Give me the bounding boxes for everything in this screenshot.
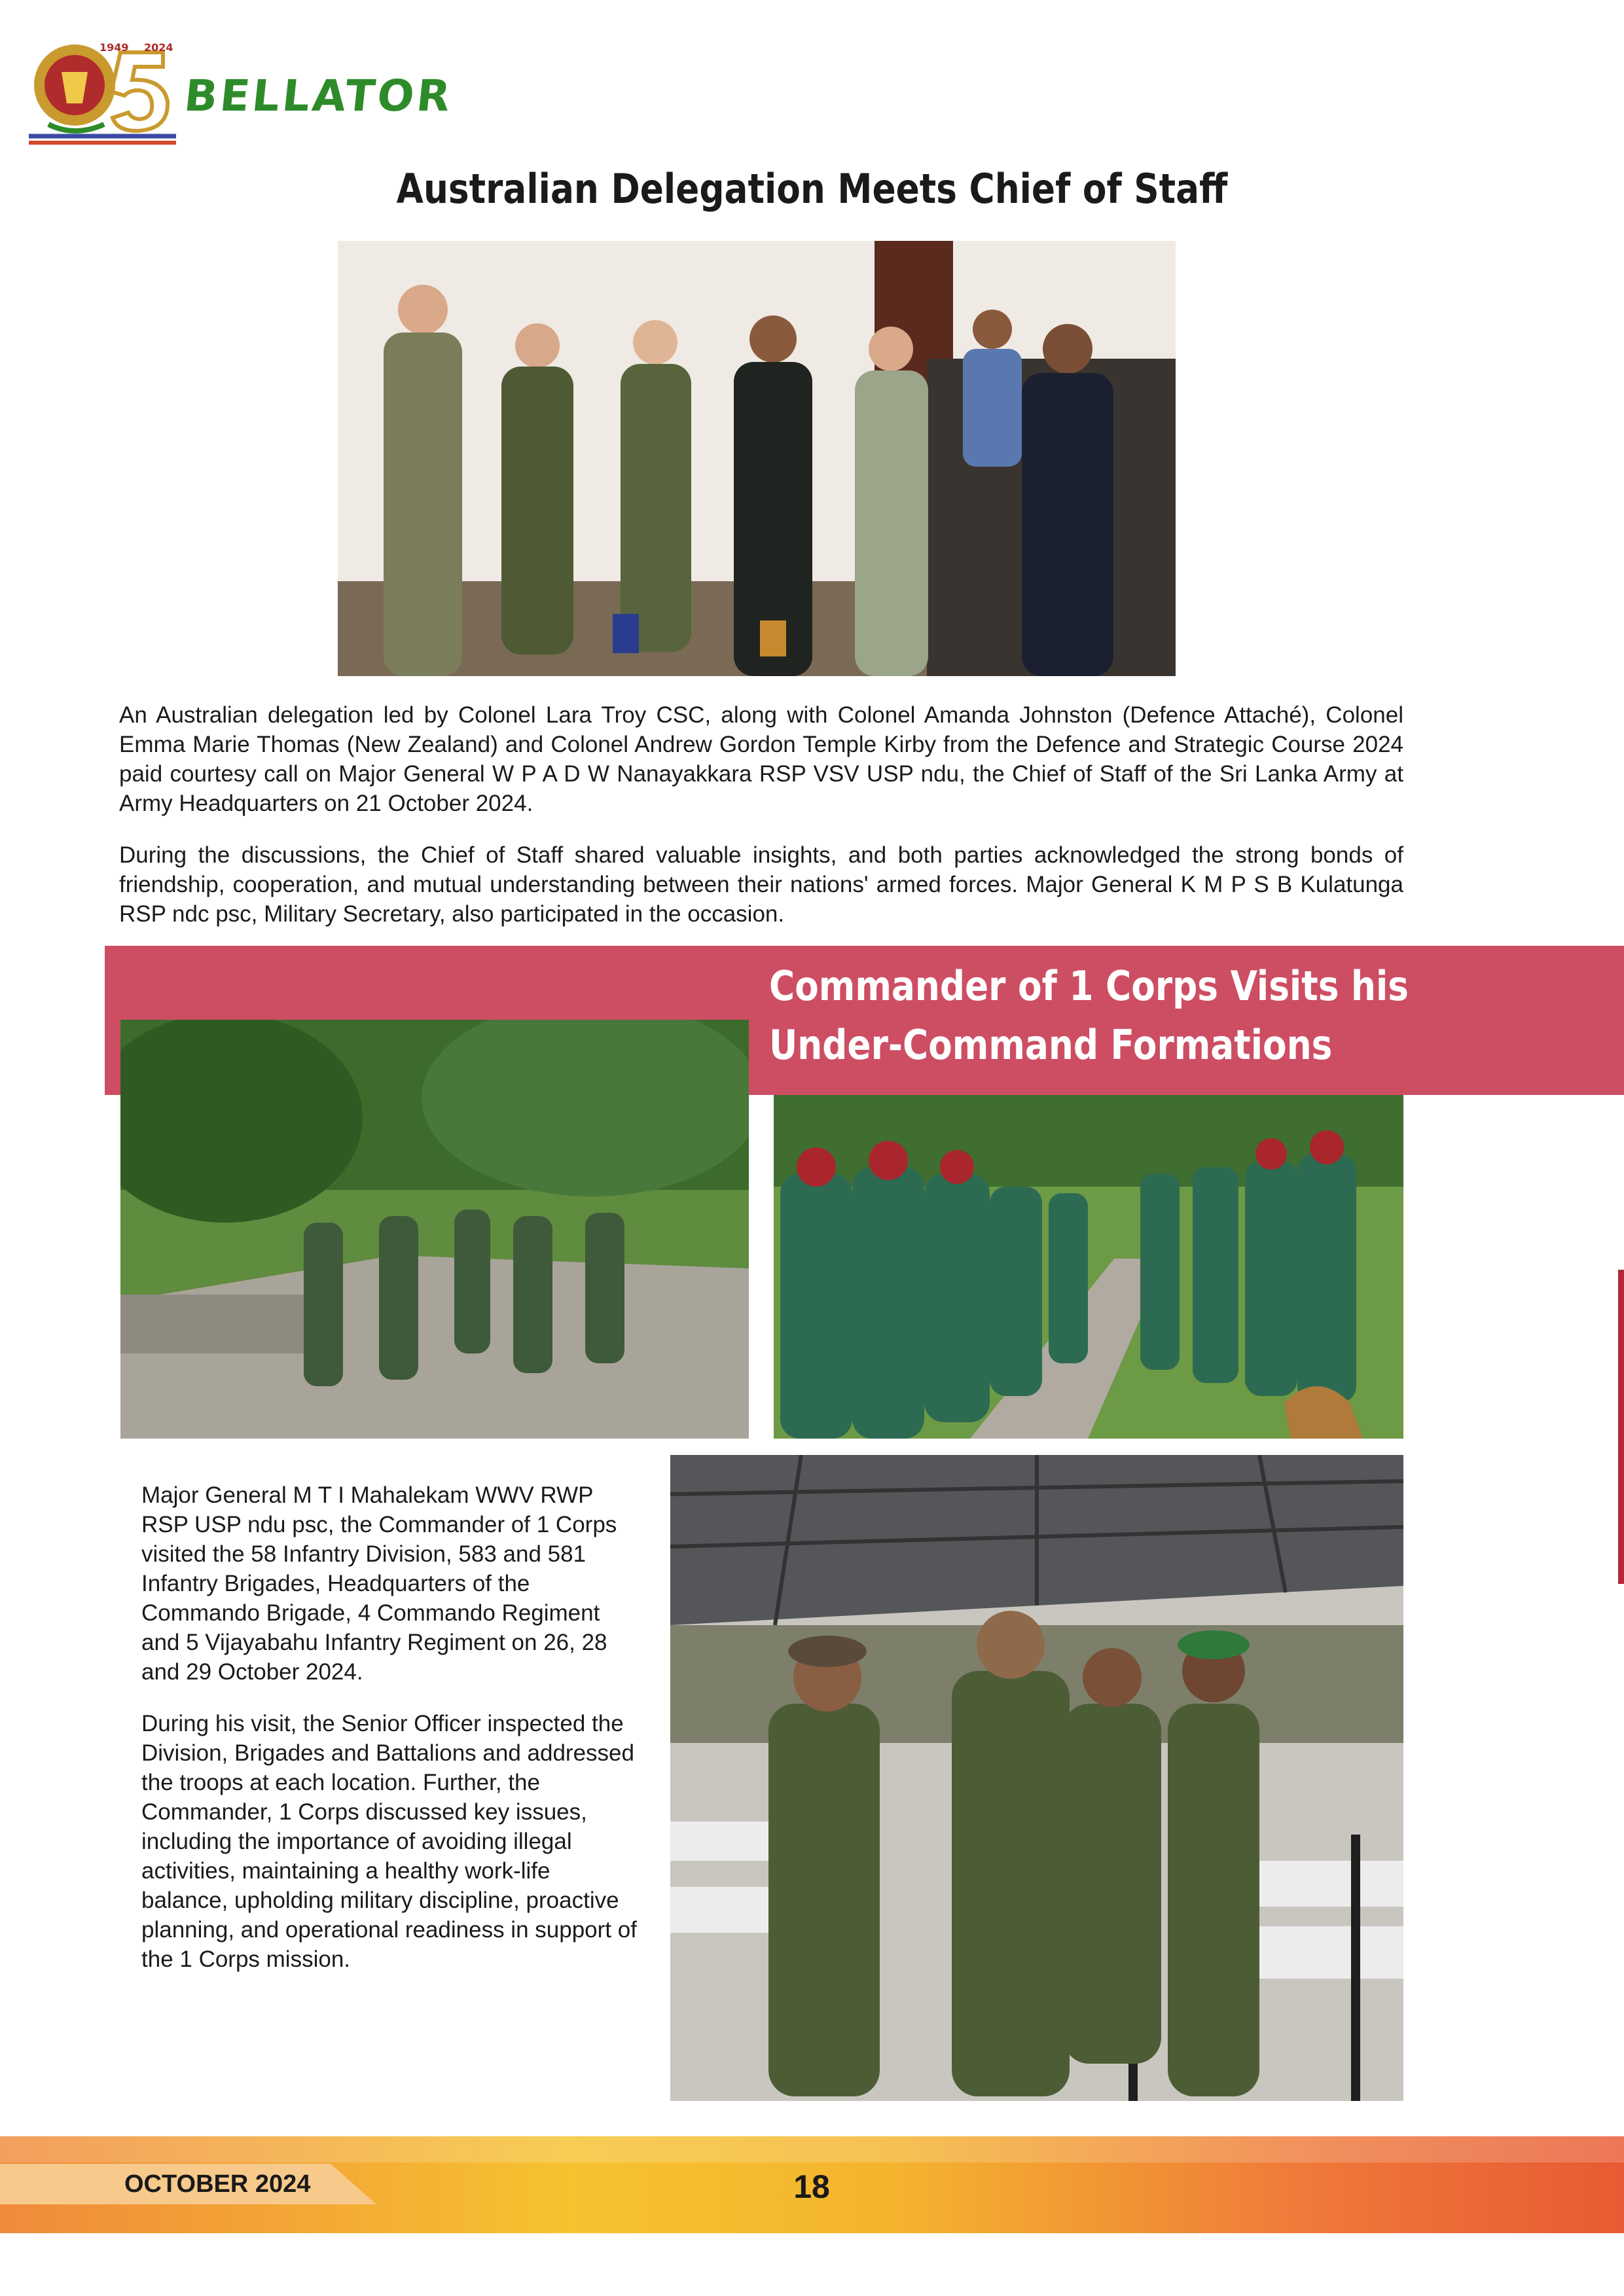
logo-year-right: 2024 <box>144 41 173 54</box>
article2-title <box>769 957 1473 1075</box>
logo-year-left: 1949 <box>99 41 129 54</box>
barracks-inspection-photo <box>670 1455 1403 2101</box>
article2-paragraph: During his visit, the Senior Officer inspected the Division, Brigades and Battalions and addressed the troops at each location. Further, the Commander, 1 Corps discussed key issues, including the importance of avoiding illegal activities, maintaining a healthy work-life balance, upholding military discipline, proactive planning, and operational readiness in support of the 1 Corps mission. <box>141 1711 637 1972</box>
article1-title: Australian Delegation Meets Chief of Staff <box>396 165 1228 213</box>
article2-body <box>141 1480 639 1996</box>
magazine-brand: BELLATOR <box>181 71 456 121</box>
article1-paragraph: During the discussions, the Chief of Staff shared valuable insights, and both parties acknowledged the strong bonds of friendship, cooperation, and mutual understanding between their nations' armed forces. Major General K M P S B Kulatunga RSP ndc psc, Military Secretary, also participated in the occasion. <box>119 842 1403 927</box>
officers-walking-photo <box>120 1020 749 1439</box>
page-edge-accent <box>1618 1270 1624 1584</box>
army-anniversary-crest-icon <box>22 26 186 151</box>
article2-title-line1: Commander of 1 Corps Visits his <box>769 962 1409 1010</box>
article2-paragraph: Major General M T I Mahalekam WWV RWP RSP USP ndu psc, the Commander of 1 Corps visited the 58 Infantry Division, 583 and 581 Infantry Brigades, Headquarters of the Commando Brigade, 4 Commando Regiment and 5 Vijayabahu Infantry Regiment on 26, 28 and 29 October 2024. <box>141 1482 617 1685</box>
guard-of-honour-photo <box>774 1095 1403 1439</box>
issue-date: OCTOBER 2024 <box>124 2170 311 2198</box>
footer-highlight <box>0 2136 1624 2162</box>
article1-body <box>119 700 1403 951</box>
article1-paragraph: An Australian delegation led by Colonel Lara Troy CSC, along with Colonel Amanda Johnston (Defence Attaché), Colonel Emma Marie Thomas (New Zealand) and Colonel Andrew Gordon Temple Kirby from the Defence and Strategic Course 2024 paid courtesy call on Major General W P A D W Nanayakkara RSP VSV USP ndu, the Chief of Staff of the Sri Lanka Army at Army Headquarters on 21 October 2024. <box>119 702 1403 816</box>
article2-title-line2: Under-Command Formations <box>769 1021 1333 1069</box>
delegation-group-photo <box>338 241 1176 676</box>
page-number: 18 <box>793 2168 830 2205</box>
